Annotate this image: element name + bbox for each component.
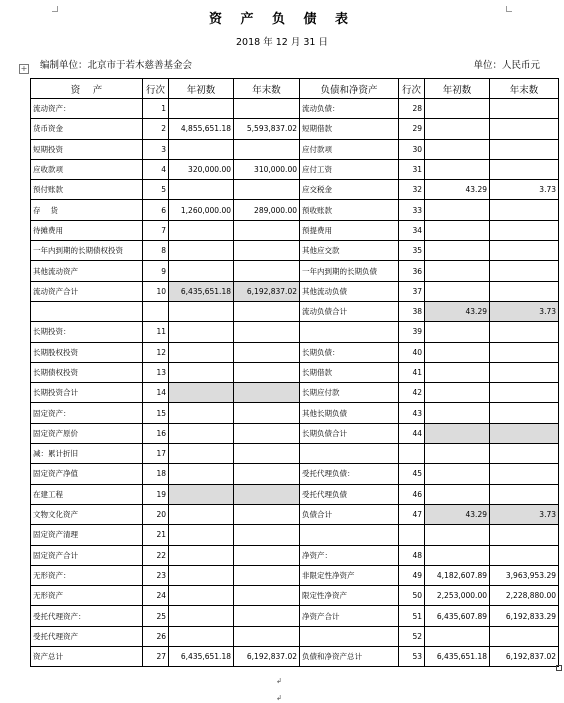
liability-line-cell: 40 (399, 342, 425, 362)
asset-beginning-cell (169, 180, 234, 200)
table-row (31, 362, 559, 382)
header-beginning: 年初数 (169, 79, 234, 99)
liability-beginning-cell (425, 383, 490, 403)
asset-name-cell: 固定资产净值 (31, 464, 143, 484)
liability-beginning-cell (425, 464, 490, 484)
asset-ending-cell (234, 444, 300, 464)
liability-line-cell: 31 (399, 159, 425, 179)
asset-beginning-cell (169, 261, 234, 281)
liability-name-cell: 流动负债： (300, 99, 399, 119)
table-row (31, 342, 559, 362)
liability-name-cell: 流动负债合计 (300, 301, 399, 321)
table-row (31, 423, 559, 443)
asset-ending-cell (234, 606, 300, 626)
report-date: 2018 年 12 月 31 日 (236, 37, 328, 48)
asset-beginning-cell: 6,435,651.18 (169, 281, 234, 301)
asset-ending-cell (234, 220, 300, 240)
liability-line-cell: 42 (399, 383, 425, 403)
table-row (31, 525, 559, 545)
header-liabilities: 负债和净资产 (300, 79, 399, 99)
asset-beginning-cell: 320,000.00 (169, 159, 234, 179)
table-row (31, 220, 559, 240)
asset-name-cell: 长期投资： (31, 322, 143, 342)
asset-name-cell: 受托代理资产 (31, 626, 143, 646)
table-row (31, 281, 559, 301)
asset-name-cell: 无形资产： (31, 565, 143, 585)
asset-ending-cell (234, 464, 300, 484)
liability-ending-cell (490, 342, 559, 362)
liability-name-cell: 限定性净资产 (300, 586, 399, 606)
asset-line-cell: 2 (143, 119, 169, 139)
liability-ending-cell (490, 423, 559, 443)
asset-name-cell: 固定资产清理 (31, 525, 143, 545)
header-beginning: 年初数 (425, 79, 490, 99)
asset-ending-cell (234, 545, 300, 565)
asset-line-cell: 16 (143, 423, 169, 443)
liability-name-cell: 其他应交款 (300, 241, 399, 261)
liability-ending-cell (490, 159, 559, 179)
liability-ending-cell (490, 525, 559, 545)
liability-name-cell: 长期应付款 (300, 383, 399, 403)
header-ending: 年末数 (490, 79, 559, 99)
liability-ending-cell (490, 139, 559, 159)
liability-ending-cell (490, 403, 559, 423)
table-row (31, 545, 559, 565)
liability-name-cell (300, 626, 399, 646)
asset-line-cell: 18 (143, 464, 169, 484)
liability-line-cell: 35 (399, 241, 425, 261)
liability-ending-cell (490, 119, 559, 139)
asset-line-cell: 17 (143, 444, 169, 464)
table-row (31, 99, 559, 119)
liability-name-cell: 其他长期负债 (300, 403, 399, 423)
liability-beginning-cell: 6,435,607.89 (425, 606, 490, 626)
liability-ending-cell: 3.73 (490, 180, 559, 200)
asset-beginning-cell (169, 626, 234, 646)
asset-beginning-cell (169, 464, 234, 484)
asset-ending-cell (234, 423, 300, 443)
table-row (31, 159, 559, 179)
header-assets: 资 产 (31, 79, 143, 99)
asset-ending-cell (234, 504, 300, 524)
asset-ending-cell: 5,593,837.02 (234, 119, 300, 139)
asset-name-cell: 短期投资 (31, 139, 143, 159)
asset-ending-cell (234, 484, 300, 504)
asset-beginning-cell (169, 606, 234, 626)
asset-name-cell: 应收款项 (31, 159, 143, 179)
table-row (31, 586, 559, 606)
liability-line-cell: 39 (399, 322, 425, 342)
asset-line-cell: 21 (143, 525, 169, 545)
asset-line-cell: 19 (143, 484, 169, 504)
table-resize-handle-icon[interactable] (556, 665, 562, 671)
liability-name-cell: 负债和净资产总计 (300, 647, 399, 667)
liability-beginning-cell (425, 99, 490, 119)
asset-ending-cell (234, 362, 300, 382)
liability-beginning-cell (425, 281, 490, 301)
asset-ending-cell (234, 565, 300, 585)
asset-name-cell: 流动资产： (31, 99, 143, 119)
table-row (31, 626, 559, 646)
paragraph-mark: ↲ (276, 694, 282, 702)
asset-beginning-cell (169, 220, 234, 240)
asset-name-cell: 流动资产合计 (31, 281, 143, 301)
table-row (31, 565, 559, 585)
asset-name-cell: 预付账款 (31, 180, 143, 200)
asset-ending-cell (234, 241, 300, 261)
asset-beginning-cell (169, 99, 234, 119)
liability-ending-cell (490, 484, 559, 504)
asset-ending-cell (234, 180, 300, 200)
asset-beginning-cell (169, 403, 234, 423)
table-move-handle-icon[interactable]: + (20, 64, 28, 73)
liability-ending-cell: 6,192,837.02 (490, 647, 559, 667)
liability-beginning-cell (425, 200, 490, 220)
liability-beginning-cell (425, 444, 490, 464)
asset-name-cell: 货币资金 (31, 119, 143, 139)
page-title: 资 产 负 债 表 (208, 12, 356, 27)
asset-line-cell: 15 (143, 403, 169, 423)
liability-line-cell: 45 (399, 464, 425, 484)
liability-beginning-cell (425, 119, 490, 139)
asset-line-cell: 6 (143, 200, 169, 220)
asset-ending-cell (234, 301, 300, 321)
liability-line-cell: 43 (399, 403, 425, 423)
asset-line-cell: 26 (143, 626, 169, 646)
asset-beginning-cell (169, 484, 234, 504)
liability-name-cell (300, 525, 399, 545)
table-row (31, 383, 559, 403)
liability-ending-cell (490, 99, 559, 119)
asset-line-cell: 3 (143, 139, 169, 159)
asset-line-cell: 9 (143, 261, 169, 281)
liability-line-cell: 41 (399, 362, 425, 382)
liability-beginning-cell: 43.29 (425, 504, 490, 524)
asset-name-cell: 长期投资合计 (31, 383, 143, 403)
asset-ending-cell: 310,000.00 (234, 159, 300, 179)
liability-ending-cell (490, 383, 559, 403)
table-row (31, 301, 559, 321)
liability-name-cell (300, 322, 399, 342)
table-header-row (31, 79, 559, 99)
liability-line-cell (399, 525, 425, 545)
asset-ending-cell (234, 139, 300, 159)
asset-name-cell: 无形资产 (31, 586, 143, 606)
liability-name-cell: 受托代理负债： (300, 464, 399, 484)
liability-line-cell: 47 (399, 504, 425, 524)
liability-beginning-cell (425, 525, 490, 545)
asset-line-cell: 4 (143, 159, 169, 179)
asset-ending-cell: 6,192,837.02 (234, 647, 300, 667)
asset-beginning-cell (169, 545, 234, 565)
table-row (31, 444, 559, 464)
liability-ending-cell (490, 200, 559, 220)
liability-name-cell: 长期借款 (300, 362, 399, 382)
liability-line-cell: 34 (399, 220, 425, 240)
liability-beginning-cell (425, 484, 490, 504)
asset-line-cell: 11 (143, 322, 169, 342)
liability-beginning-cell (425, 342, 490, 362)
liability-ending-cell (490, 220, 559, 240)
asset-name-cell: 存 货 (31, 200, 143, 220)
liability-ending-cell (490, 261, 559, 281)
asset-beginning-cell (169, 301, 234, 321)
liability-ending-cell (490, 444, 559, 464)
table-row (31, 180, 559, 200)
asset-ending-cell: 6,192,837.02 (234, 281, 300, 301)
asset-ending-cell (234, 322, 300, 342)
asset-name-cell: 文物文化资产 (31, 504, 143, 524)
table-row (31, 647, 559, 667)
liability-name-cell: 短期借款 (300, 119, 399, 139)
liability-ending-cell: 6,192,833.29 (490, 606, 559, 626)
asset-beginning-cell (169, 241, 234, 261)
asset-beginning-cell (169, 139, 234, 159)
liability-ending-cell (490, 545, 559, 565)
asset-beginning-cell (169, 525, 234, 545)
liability-ending-cell: 2,228,880.00 (490, 586, 559, 606)
liability-line-cell: 50 (399, 586, 425, 606)
asset-name-cell (31, 301, 143, 321)
asset-line-cell: 23 (143, 565, 169, 585)
liability-line-cell: 51 (399, 606, 425, 626)
header-line-no: 行次 (399, 79, 425, 99)
table-row (31, 322, 559, 342)
asset-ending-cell (234, 99, 300, 119)
asset-beginning-cell (169, 383, 234, 403)
asset-line-cell: 24 (143, 586, 169, 606)
asset-ending-cell: 289,000.00 (234, 200, 300, 220)
asset-ending-cell (234, 383, 300, 403)
liability-line-cell: 38 (399, 301, 425, 321)
asset-name-cell: 固定资产合计 (31, 545, 143, 565)
liability-beginning-cell: 43.29 (425, 180, 490, 200)
liability-line-cell: 28 (399, 99, 425, 119)
liability-name-cell: 预收账款 (300, 200, 399, 220)
liability-name-cell: 非限定性净资产 (300, 565, 399, 585)
asset-line-cell: 12 (143, 342, 169, 362)
liability-line-cell: 32 (399, 180, 425, 200)
asset-line-cell: 27 (143, 647, 169, 667)
liability-beginning-cell (425, 626, 490, 646)
liability-beginning-cell (425, 220, 490, 240)
asset-name-cell: 在建工程 (31, 484, 143, 504)
liability-line-cell: 33 (399, 200, 425, 220)
liability-ending-cell: 3.73 (490, 301, 559, 321)
paragraph-mark: ↲ (276, 677, 282, 685)
asset-line-cell: 10 (143, 281, 169, 301)
liability-name-cell: 预提费用 (300, 220, 399, 240)
liability-beginning-cell: 6,435,651.18 (425, 647, 490, 667)
currency-unit-label: 单位：人民币元 (473, 60, 540, 71)
asset-line-cell: 14 (143, 383, 169, 403)
liability-line-cell: 44 (399, 423, 425, 443)
asset-beginning-cell (169, 362, 234, 382)
liability-ending-cell: 3.73 (490, 504, 559, 524)
liability-beginning-cell (425, 241, 490, 261)
table-row (31, 403, 559, 423)
asset-name-cell: 减：累计折旧 (31, 444, 143, 464)
liability-ending-cell (490, 241, 559, 261)
asset-ending-cell (234, 342, 300, 362)
asset-line-cell: 20 (143, 504, 169, 524)
liability-beginning-cell: 43.29 (425, 301, 490, 321)
liability-beginning-cell (425, 261, 490, 281)
table-row (31, 241, 559, 261)
asset-name-cell: 长期债权投资 (31, 362, 143, 382)
liability-beginning-cell: 2,253,000.00 (425, 586, 490, 606)
asset-beginning-cell (169, 444, 234, 464)
asset-name-cell: 长期股权投资 (31, 342, 143, 362)
liability-line-cell: 36 (399, 261, 425, 281)
asset-line-cell: 5 (143, 180, 169, 200)
asset-name-cell: 一年内到期的长期债权投资 (31, 241, 143, 261)
asset-beginning-cell (169, 342, 234, 362)
liability-name-cell: 一年内到期的长期负债 (300, 261, 399, 281)
liability-ending-cell (490, 464, 559, 484)
liability-beginning-cell (425, 403, 490, 423)
asset-beginning-cell: 1,260,000.00 (169, 200, 234, 220)
table-row (31, 119, 559, 139)
asset-line-cell: 13 (143, 362, 169, 382)
asset-ending-cell (234, 403, 300, 423)
liability-name-cell: 其他流动负债 (300, 281, 399, 301)
liability-beginning-cell (425, 545, 490, 565)
liability-name-cell: 受托代理负债 (300, 484, 399, 504)
asset-ending-cell (234, 586, 300, 606)
asset-name-cell: 固定资产： (31, 403, 143, 423)
liability-line-cell: 29 (399, 119, 425, 139)
header-ending: 年末数 (234, 79, 300, 99)
liability-ending-cell (490, 281, 559, 301)
liability-name-cell: 应付工资 (300, 159, 399, 179)
liability-line-cell (399, 444, 425, 464)
asset-beginning-cell (169, 423, 234, 443)
asset-name-cell: 资产总计 (31, 647, 143, 667)
liability-name-cell: 净资产合计 (300, 606, 399, 626)
liability-line-cell: 53 (399, 647, 425, 667)
asset-beginning-cell (169, 586, 234, 606)
liability-name-cell: 长期负债合计 (300, 423, 399, 443)
liability-ending-cell (490, 322, 559, 342)
asset-line-cell: 8 (143, 241, 169, 261)
liability-name-cell (300, 444, 399, 464)
asset-beginning-cell: 4,855,651.18 (169, 119, 234, 139)
asset-name-cell: 其他流动资产 (31, 261, 143, 281)
table-row (31, 261, 559, 281)
liability-name-cell: 应交税金 (300, 180, 399, 200)
liability-name-cell: 应付款项 (300, 139, 399, 159)
liability-beginning-cell (425, 139, 490, 159)
asset-line-cell: 7 (143, 220, 169, 240)
liability-line-cell: 49 (399, 565, 425, 585)
table-row (31, 139, 559, 159)
liability-name-cell: 净资产： (300, 545, 399, 565)
liability-name-cell: 负债合计 (300, 504, 399, 524)
asset-beginning-cell (169, 565, 234, 585)
table-row (31, 200, 559, 220)
liability-beginning-cell: 4,182,607.89 (425, 565, 490, 585)
liability-ending-cell: 3,963,953.29 (490, 565, 559, 585)
asset-ending-cell (234, 525, 300, 545)
liability-line-cell: 30 (399, 139, 425, 159)
asset-name-cell: 待摊费用 (31, 220, 143, 240)
asset-line-cell (143, 301, 169, 321)
liability-line-cell: 48 (399, 545, 425, 565)
liability-line-cell: 37 (399, 281, 425, 301)
liability-beginning-cell (425, 159, 490, 179)
balance-sheet-table (30, 78, 559, 667)
table-row (31, 464, 559, 484)
table-row (31, 504, 559, 524)
asset-beginning-cell (169, 322, 234, 342)
asset-line-cell: 1 (143, 99, 169, 119)
asset-name-cell: 固定资产原价 (31, 423, 143, 443)
liability-ending-cell (490, 362, 559, 382)
asset-ending-cell (234, 261, 300, 281)
asset-ending-cell (234, 626, 300, 646)
liability-line-cell: 52 (399, 626, 425, 646)
liability-name-cell: 长期负债： (300, 342, 399, 362)
organization-label: 编制单位：北京市于若木慈善基金会 (40, 60, 193, 71)
header-line-no: 行次 (143, 79, 169, 99)
liability-ending-cell (490, 626, 559, 646)
table-row (31, 484, 559, 504)
asset-beginning-cell (169, 504, 234, 524)
asset-beginning-cell: 6,435,651.18 (169, 647, 234, 667)
liability-beginning-cell (425, 362, 490, 382)
asset-line-cell: 25 (143, 606, 169, 626)
liability-beginning-cell (425, 322, 490, 342)
asset-line-cell: 22 (143, 545, 169, 565)
table-row (31, 606, 559, 626)
liability-beginning-cell (425, 423, 490, 443)
asset-name-cell: 受托代理资产： (31, 606, 143, 626)
liability-line-cell: 46 (399, 484, 425, 504)
